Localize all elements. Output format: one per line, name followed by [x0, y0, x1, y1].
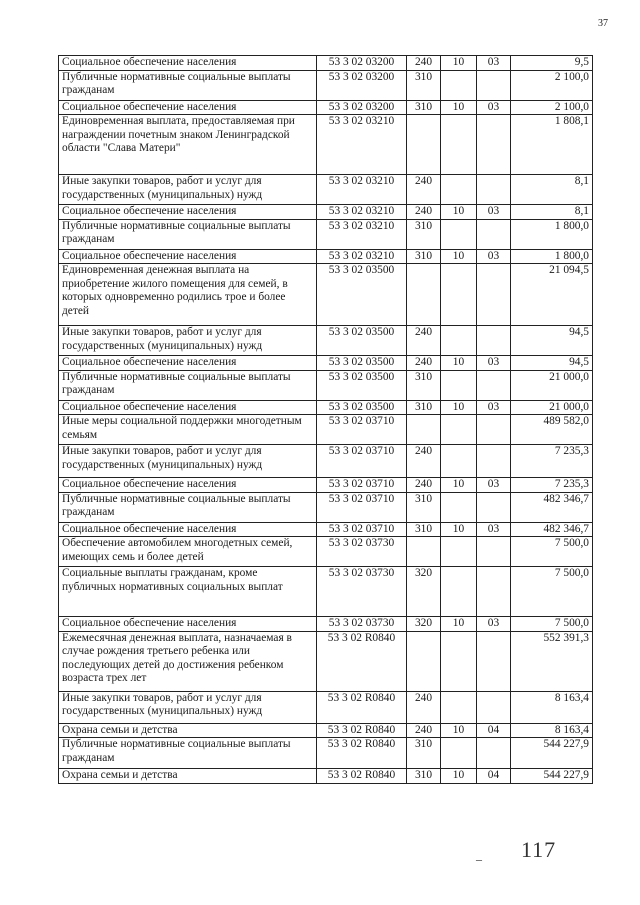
cell-code: 53 3 02 R0840: [317, 691, 407, 723]
cell-code: 53 3 02 03500: [317, 264, 407, 326]
cell-rz: 10: [441, 56, 477, 71]
cell-code: 53 3 02 03500: [317, 400, 407, 415]
cell-vr: 320: [407, 567, 441, 617]
cell-rz: [441, 219, 477, 249]
cell-pr: [477, 70, 511, 100]
cell-rz: 10: [441, 723, 477, 738]
cell-rz: 10: [441, 249, 477, 264]
cell-sum: 1 800,0: [511, 219, 593, 249]
cell-rz: 10: [441, 617, 477, 632]
cell-vr: 310: [407, 219, 441, 249]
cell-vr: 310: [407, 370, 441, 400]
table-row: [59, 537, 593, 567]
cell-code: 53 3 02 03710: [317, 415, 407, 445]
cell-rz: [441, 370, 477, 400]
cell-vr: 240: [407, 56, 441, 71]
cell-vr: 240: [407, 326, 441, 356]
cell-rz: [441, 738, 477, 769]
table-row: [59, 415, 593, 445]
page-number: 37: [598, 18, 608, 29]
cell-pr: 03: [477, 100, 511, 115]
cell-sum: 8,1: [511, 205, 593, 220]
cell-pr: [477, 567, 511, 617]
cell-sum: 482 346,7: [511, 522, 593, 537]
cell-name: Социальные выплаты гражданам, кроме публичных нормативных социальных выплат: [59, 567, 317, 617]
cell-sum: 8 163,4: [511, 691, 593, 723]
cell-vr: 240: [407, 356, 441, 371]
cell-name: Единовременная денежная выплата на приобретение жилого помещения для семей, в которых одновременно родились трое и более детей: [59, 264, 317, 326]
cell-sum: 544 227,9: [511, 738, 593, 769]
cell-code: 53 3 02 03710: [317, 445, 407, 478]
cell-name: Социальное обеспечение населения: [59, 56, 317, 71]
cell-sum: 7 235,3: [511, 478, 593, 493]
table-row: [59, 631, 593, 691]
table-row: [59, 56, 593, 71]
cell-pr: 03: [477, 617, 511, 632]
cell-name: Охрана семьи и детства: [59, 769, 317, 784]
table-row: [59, 522, 593, 537]
cell-sum: 8 163,4: [511, 723, 593, 738]
cell-name: Публичные нормативные социальные выплаты гражданам: [59, 370, 317, 400]
cell-pr: 03: [477, 56, 511, 71]
cell-pr: [477, 492, 511, 522]
cell-code: 53 3 02 R0840: [317, 769, 407, 784]
cell-vr: 240: [407, 723, 441, 738]
cell-pr: [477, 115, 511, 175]
cell-pr: [477, 264, 511, 326]
cell-rz: [441, 537, 477, 567]
cell-vr: [407, 537, 441, 567]
cell-sum: 552 391,3: [511, 631, 593, 691]
cell-name: Социальное обеспечение населения: [59, 478, 317, 493]
cell-pr: [477, 415, 511, 445]
cell-sum: 21 000,0: [511, 400, 593, 415]
cell-rz: 10: [441, 522, 477, 537]
cell-rz: [441, 115, 477, 175]
table-row: [59, 445, 593, 478]
cell-sum: 1 808,1: [511, 115, 593, 175]
cell-pr: 03: [477, 205, 511, 220]
cell-name: Публичные нормативные социальные выплаты гражданам: [59, 492, 317, 522]
cell-name: Иные меры социальной поддержки многодетным семьям: [59, 415, 317, 445]
cell-pr: [477, 691, 511, 723]
cell-pr: 04: [477, 723, 511, 738]
cell-vr: 310: [407, 492, 441, 522]
cell-name: Социальное обеспечение населения: [59, 249, 317, 264]
cell-name: Социальное обеспечение населения: [59, 205, 317, 220]
cell-sum: 21 000,0: [511, 370, 593, 400]
cell-name: Иные закупки товаров, работ и услуг для государственных (муниципальных) нужд: [59, 691, 317, 723]
cell-sum: 7 500,0: [511, 617, 593, 632]
table-row: [59, 400, 593, 415]
cell-code: 53 3 02 03210: [317, 219, 407, 249]
cell-sum: 2 100,0: [511, 70, 593, 100]
table-row: [59, 478, 593, 493]
cell-rz: 10: [441, 205, 477, 220]
cell-sum: 2 100,0: [511, 100, 593, 115]
cell-vr: 240: [407, 445, 441, 478]
cell-vr: 240: [407, 175, 441, 205]
cell-name: Публичные нормативные социальные выплаты гражданам: [59, 738, 317, 769]
cell-vr: 310: [407, 100, 441, 115]
cell-sum: 8,1: [511, 175, 593, 205]
cell-name: Охрана семьи и детства: [59, 723, 317, 738]
cell-name: Социальное обеспечение населения: [59, 522, 317, 537]
cell-code: 53 3 02 03500: [317, 370, 407, 400]
cell-vr: 310: [407, 70, 441, 100]
cell-vr: [407, 264, 441, 326]
cell-vr: 240: [407, 478, 441, 493]
table-row: [59, 356, 593, 371]
cell-sum: 7 500,0: [511, 537, 593, 567]
cell-rz: [441, 415, 477, 445]
cell-rz: [441, 691, 477, 723]
cell-code: 53 3 02 03210: [317, 249, 407, 264]
cell-vr: 310: [407, 400, 441, 415]
cell-rz: [441, 70, 477, 100]
cell-code: 53 3 02 03730: [317, 567, 407, 617]
cell-code: 53 3 02 R0840: [317, 738, 407, 769]
cell-name: Социальное обеспечение населения: [59, 400, 317, 415]
cell-code: 53 3 02 03730: [317, 537, 407, 567]
table-row: [59, 738, 593, 769]
cell-vr: 310: [407, 522, 441, 537]
footer-page-stamp: 117: [521, 837, 557, 862]
cell-rz: 10: [441, 769, 477, 784]
cell-sum: 94,5: [511, 356, 593, 371]
cell-vr: 320: [407, 617, 441, 632]
cell-rz: [441, 326, 477, 356]
footer-dash: –: [476, 852, 482, 866]
cell-code: 53 3 02 R0840: [317, 631, 407, 691]
cell-code: 53 3 02 03710: [317, 522, 407, 537]
cell-rz: 10: [441, 356, 477, 371]
cell-code: 53 3 02 R0840: [317, 723, 407, 738]
table-row: [59, 70, 593, 100]
cell-sum: 489 582,0: [511, 415, 593, 445]
table-row: [59, 264, 593, 326]
cell-pr: 03: [477, 400, 511, 415]
cell-rz: [441, 264, 477, 326]
table-row: [59, 567, 593, 617]
cell-sum: 7 500,0: [511, 567, 593, 617]
cell-name: Социальное обеспечение населения: [59, 100, 317, 115]
cell-vr: 310: [407, 738, 441, 769]
cell-pr: [477, 370, 511, 400]
cell-name: Иные закупки товаров, работ и услуг для государственных (муниципальных) нужд: [59, 326, 317, 356]
cell-name: Публичные нормативные социальные выплаты гражданам: [59, 219, 317, 249]
cell-code: 53 3 02 03710: [317, 492, 407, 522]
cell-sum: 1 800,0: [511, 249, 593, 264]
cell-pr: [477, 537, 511, 567]
table-row: [59, 723, 593, 738]
cell-name: Единовременная выплата, предоставляемая при награждении почетным знаком Ленинградской области "Слава Матери": [59, 115, 317, 175]
cell-sum: 482 346,7: [511, 492, 593, 522]
cell-pr: [477, 445, 511, 478]
cell-pr: [477, 326, 511, 356]
cell-code: 53 3 02 03200: [317, 100, 407, 115]
cell-pr: [477, 738, 511, 769]
cell-sum: 94,5: [511, 326, 593, 356]
cell-vr: 310: [407, 249, 441, 264]
cell-code: 53 3 02 03200: [317, 56, 407, 71]
cell-pr: [477, 631, 511, 691]
cell-pr: 03: [477, 522, 511, 537]
table-row: [59, 175, 593, 205]
cell-pr: 03: [477, 478, 511, 493]
cell-vr: 310: [407, 769, 441, 784]
cell-rz: [441, 175, 477, 205]
cell-rz: [441, 631, 477, 691]
table-row: [59, 115, 593, 175]
cell-name: Ежемесячная денежная выплата, назначаемая в случае рождения третьего ребенка или последующих детей до достижения ребенком возраста трех лет: [59, 631, 317, 691]
cell-rz: [441, 492, 477, 522]
budget-table: [58, 55, 593, 784]
table-row: [59, 249, 593, 264]
cell-name: Публичные нормативные социальные выплаты гражданам: [59, 70, 317, 100]
table-row: [59, 492, 593, 522]
table-row: [59, 100, 593, 115]
cell-rz: 10: [441, 478, 477, 493]
cell-pr: 03: [477, 356, 511, 371]
table-row: [59, 769, 593, 784]
table-row: [59, 205, 593, 220]
cell-code: 53 3 02 03210: [317, 175, 407, 205]
cell-code: 53 3 02 03210: [317, 205, 407, 220]
table-row: [59, 617, 593, 632]
cell-pr: 04: [477, 769, 511, 784]
cell-code: 53 3 02 03500: [317, 326, 407, 356]
cell-sum: 9,5: [511, 56, 593, 71]
cell-pr: 03: [477, 249, 511, 264]
cell-name: Обеспечение автомобилем многодетных семей, имеющих семь и более детей: [59, 537, 317, 567]
cell-rz: 10: [441, 100, 477, 115]
cell-sum: 544 227,9: [511, 769, 593, 784]
cell-vr: 240: [407, 205, 441, 220]
table-row: [59, 326, 593, 356]
table-row: [59, 691, 593, 723]
cell-rz: [441, 445, 477, 478]
cell-rz: 10: [441, 400, 477, 415]
cell-vr: [407, 115, 441, 175]
cell-rz: [441, 567, 477, 617]
cell-vr: [407, 415, 441, 445]
cell-pr: [477, 175, 511, 205]
cell-code: 53 3 02 03730: [317, 617, 407, 632]
cell-name: Иные закупки товаров, работ и услуг для государственных (муниципальных) нужд: [59, 445, 317, 478]
cell-code: 53 3 02 03210: [317, 115, 407, 175]
cell-name: Социальное обеспечение населения: [59, 356, 317, 371]
cell-vr: 240: [407, 691, 441, 723]
table-row: [59, 219, 593, 249]
cell-sum: 21 094,5: [511, 264, 593, 326]
cell-code: 53 3 02 03200: [317, 70, 407, 100]
cell-name: Социальное обеспечение населения: [59, 617, 317, 632]
table-row: [59, 370, 593, 400]
cell-vr: [407, 631, 441, 691]
cell-code: 53 3 02 03710: [317, 478, 407, 493]
cell-sum: 7 235,3: [511, 445, 593, 478]
cell-pr: [477, 219, 511, 249]
cell-name: Иные закупки товаров, работ и услуг для государственных (муниципальных) нужд: [59, 175, 317, 205]
cell-code: 53 3 02 03500: [317, 356, 407, 371]
